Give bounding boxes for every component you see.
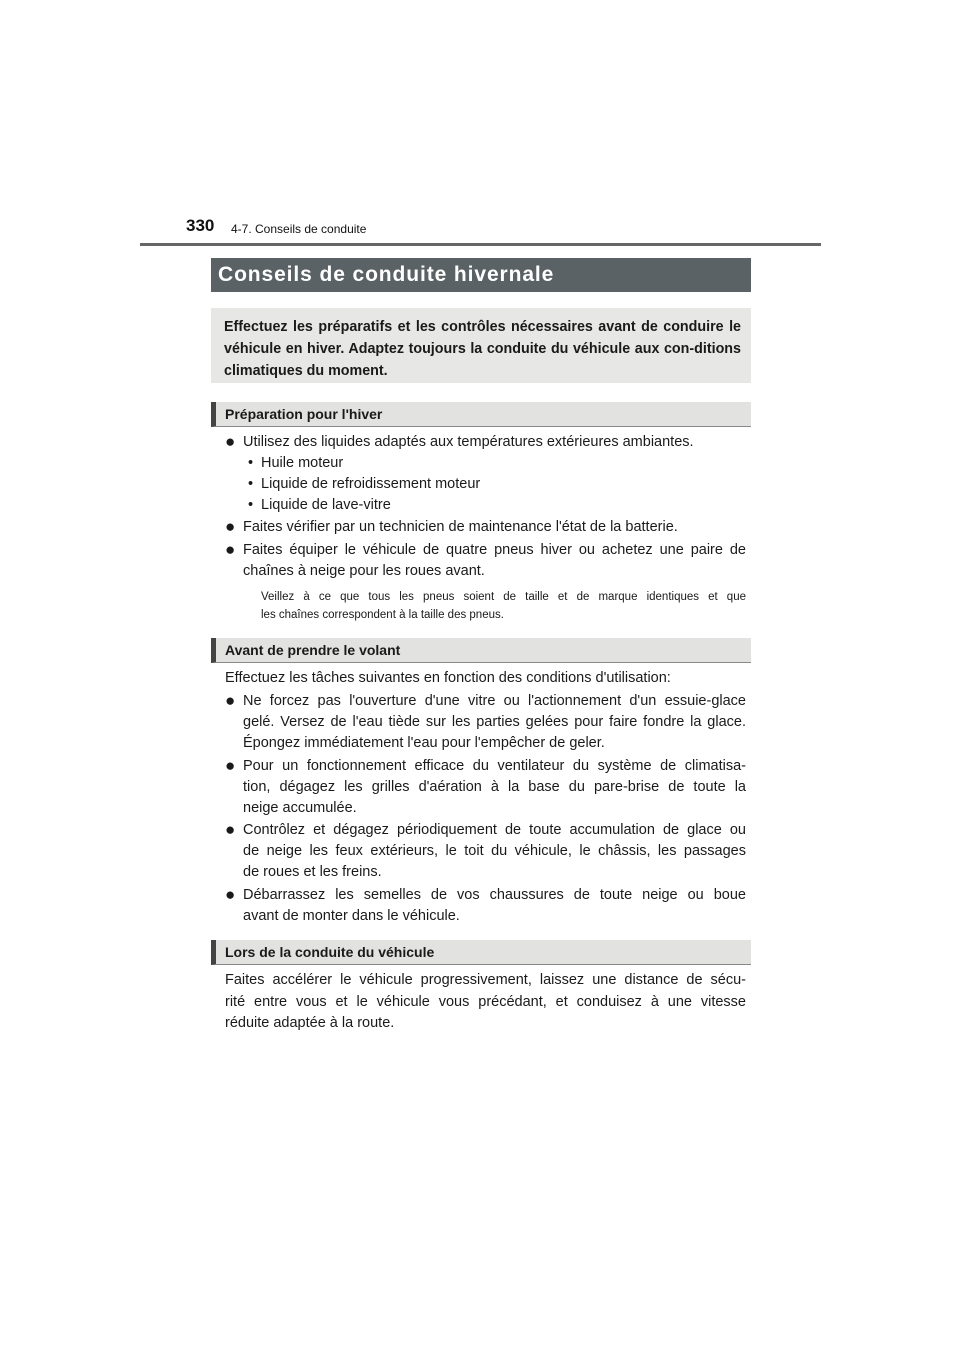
page-number: 330 [186,216,215,235]
sub-list-item: • Huile moteur [248,455,344,471]
bullet-text: Ne forcez pas l'ouverture d'une vitre ou l'actionnement d'un essuie-glace [243,693,746,709]
section-heading-avant-volant: Avant de prendre le volant [211,638,751,663]
note-text: les chaînes correspondent à la taille des pneus. [261,609,504,621]
bullet-text: avant de monter dans le véhicule. [243,908,460,924]
sub-list-item: • Liquide de lave-vitre [248,497,391,513]
bullet-text: chaînes à neige pour les roues avant. [243,563,485,579]
bullet-icon: ● [225,540,236,559]
bullet-icon: ● [225,691,236,710]
bullet-text: Contrôlez et dégagez périodiquement de toute accumulation de glace ou [243,822,746,838]
bullet-icon: ● [225,885,236,904]
page-title: Conseils de conduite hivernale [211,258,751,292]
bullet-text: de roues et les freins. [243,864,382,880]
paragraph-line: réduite adaptée à la route. [225,1015,395,1031]
bullet-text: Faites équiper le véhicule de quatre pneus hiver ou achetez une paire de [243,542,746,558]
section-breadcrumb: 4-7. Conseils de conduite [231,222,367,236]
bullet-text: Pour un fonctionnement efficace du ventilateur du système de climatisa- [243,758,746,774]
note-text: Veillez à ce que tous les pneus soient de taille et de marque identiques et que [261,591,746,603]
bullet-text: tion, dégagez les grilles d'aération à la base du pare-brise de toute la [243,779,746,795]
bullet-text: Épongez immédiatement l'eau pour l'empêcher de geler. [243,735,605,751]
section-heading-preparation: Préparation pour l'hiver [211,402,751,427]
bullet-text: neige accumulée. [243,800,357,816]
bullet-text: Faites vérifier par un technicien de maintenance l'état de la batterie. [243,519,678,535]
bullet-icon: ● [225,820,236,839]
paragraph-line: rité entre vous et le véhicule vous précédant, et conduisez à une vitesse [225,994,746,1010]
bullet-text: Débarrassez les semelles de vos chaussures de toute neige ou boue [243,887,746,903]
intro-box: Effectuez les préparatifs et les contrôles nécessaires avant de conduire le véhicule en hiver. Adaptez toujours la conduite du véhicule aux con-ditions climatiques du moment. [211,308,751,383]
section-heading-conduite: Lors de la conduite du véhicule [211,940,751,965]
bullet-icon: ● [225,756,236,775]
bullet-text: de neige les feux extérieurs, le toit du véhicule, le châssis, les passages [243,843,746,859]
bullet-text: Utilisez des liquides adaptés aux températures extérieures ambiantes. [243,434,694,450]
bullet-icon: ● [225,517,236,536]
section-intro: Effectuez les tâches suivantes en fonction des conditions d'utilisation: [225,670,671,686]
bullet-icon: ● [225,432,236,451]
bullet-text: gelé. Versez de l'eau tiède sur les parties gelées pour faire fondre la glace. [243,714,746,730]
sub-list-item: • Liquide de refroidissement moteur [248,476,481,492]
paragraph-line: Faites accélérer le véhicule progressivement, laissez une distance de sécu- [225,972,746,988]
header-rule [140,243,821,246]
